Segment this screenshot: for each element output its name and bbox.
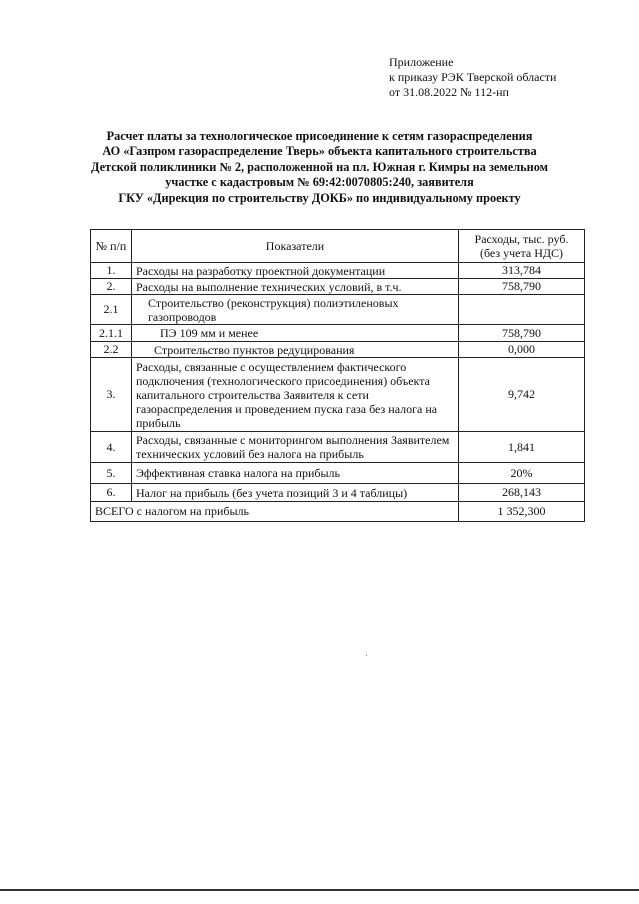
row-indicator: Налог на прибыль (без учета позиций 3 и 4 таблицы): [132, 484, 459, 502]
table-row: [91, 263, 585, 279]
table-row: [91, 484, 585, 502]
row-indicator: Расходы на разработку проектной документации: [132, 263, 459, 279]
table-row: [91, 358, 585, 432]
row-num: 3.: [91, 358, 132, 432]
row-indicator: Строительство пунктов редуцирования: [132, 342, 459, 358]
scan-speck: [366, 655, 367, 656]
table-header-row: [91, 230, 585, 263]
row-indicator: Расходы на выполнение технических условий, в т.ч.: [132, 279, 459, 295]
row-num: 2.: [91, 279, 132, 295]
row-num: 1.: [91, 263, 132, 279]
row-value: 9,742: [459, 358, 585, 432]
annex-note: [389, 55, 556, 100]
table-row: [91, 342, 585, 358]
row-value: 0,000: [459, 342, 585, 358]
table-total-row: [91, 502, 585, 522]
table-row: [91, 463, 585, 484]
title-line-3: Детской поликлиники № 2, расположенной на пл. Южная г. Кимры на земельном: [90, 159, 549, 174]
calculation-table: [90, 229, 585, 522]
row-indicator: Эффективная ставка налога на прибыль: [132, 463, 459, 484]
row-num: 6.: [91, 484, 132, 502]
scan-bottom-edge: [0, 889, 639, 891]
table-row: [91, 279, 585, 295]
table-row: [91, 432, 585, 463]
row-indicator: Расходы, связанные с мониторингом выполнения Заявителем технических условий без налога на прибыль: [132, 432, 459, 463]
row-value: 313,784: [459, 263, 585, 279]
row-indicator: ПЭ 109 мм и менее: [132, 325, 459, 342]
row-value: 20%: [459, 463, 585, 484]
title-line-1: Расчет платы за технологическое присоединение к сетям газораспределения: [106, 129, 533, 143]
title-line-5: ГКУ «Дирекция по строительству ДОКБ» по индивидуальному проекту: [118, 190, 521, 205]
document-title: [60, 129, 579, 206]
row-num: 2.1.1: [91, 325, 132, 342]
header-value: Расходы, тыс. руб. (без учета НДС): [459, 230, 585, 263]
row-value: 758,790: [459, 279, 585, 295]
annex-line-2: к приказу РЭК Тверской области: [389, 70, 557, 84]
row-num: 2.2: [91, 342, 132, 358]
row-indicator: Строительство (реконструкция) полиэтиленовых газопроводов: [132, 295, 459, 325]
title-line-4: участке с кадастровым № 69:42:0070805:240, заявителя: [165, 175, 474, 190]
row-num: 2.1: [91, 295, 132, 325]
table-row: [91, 295, 585, 325]
total-value: 1 352,300: [459, 502, 585, 522]
row-indicator: Расходы, связанные с осуществлением фактического подключения (технологического присоединения) объекта капитального строительства Заявителя к сети газораспределения и проведением пуска газа без налога на прибыль: [132, 358, 459, 432]
title-line-2: АО «Газпром газораспределение Тверь» объекта капитального строительства: [102, 144, 537, 159]
row-num: 4.: [91, 432, 132, 463]
annex-line-1: Приложение: [389, 55, 454, 69]
header-num: № п/п: [91, 230, 132, 263]
table-row: [91, 325, 585, 342]
header-indicator: Показатели: [132, 230, 459, 263]
total-label: ВСЕГО с налогом на прибыль: [91, 502, 459, 522]
annex-line-3: от 31.08.2022 № 112-нп: [389, 85, 509, 99]
row-value: 1,841: [459, 432, 585, 463]
row-value: 758,790: [459, 325, 585, 342]
row-num: 5.: [91, 463, 132, 484]
row-value: 268,143: [459, 484, 585, 502]
row-value: [459, 295, 585, 325]
